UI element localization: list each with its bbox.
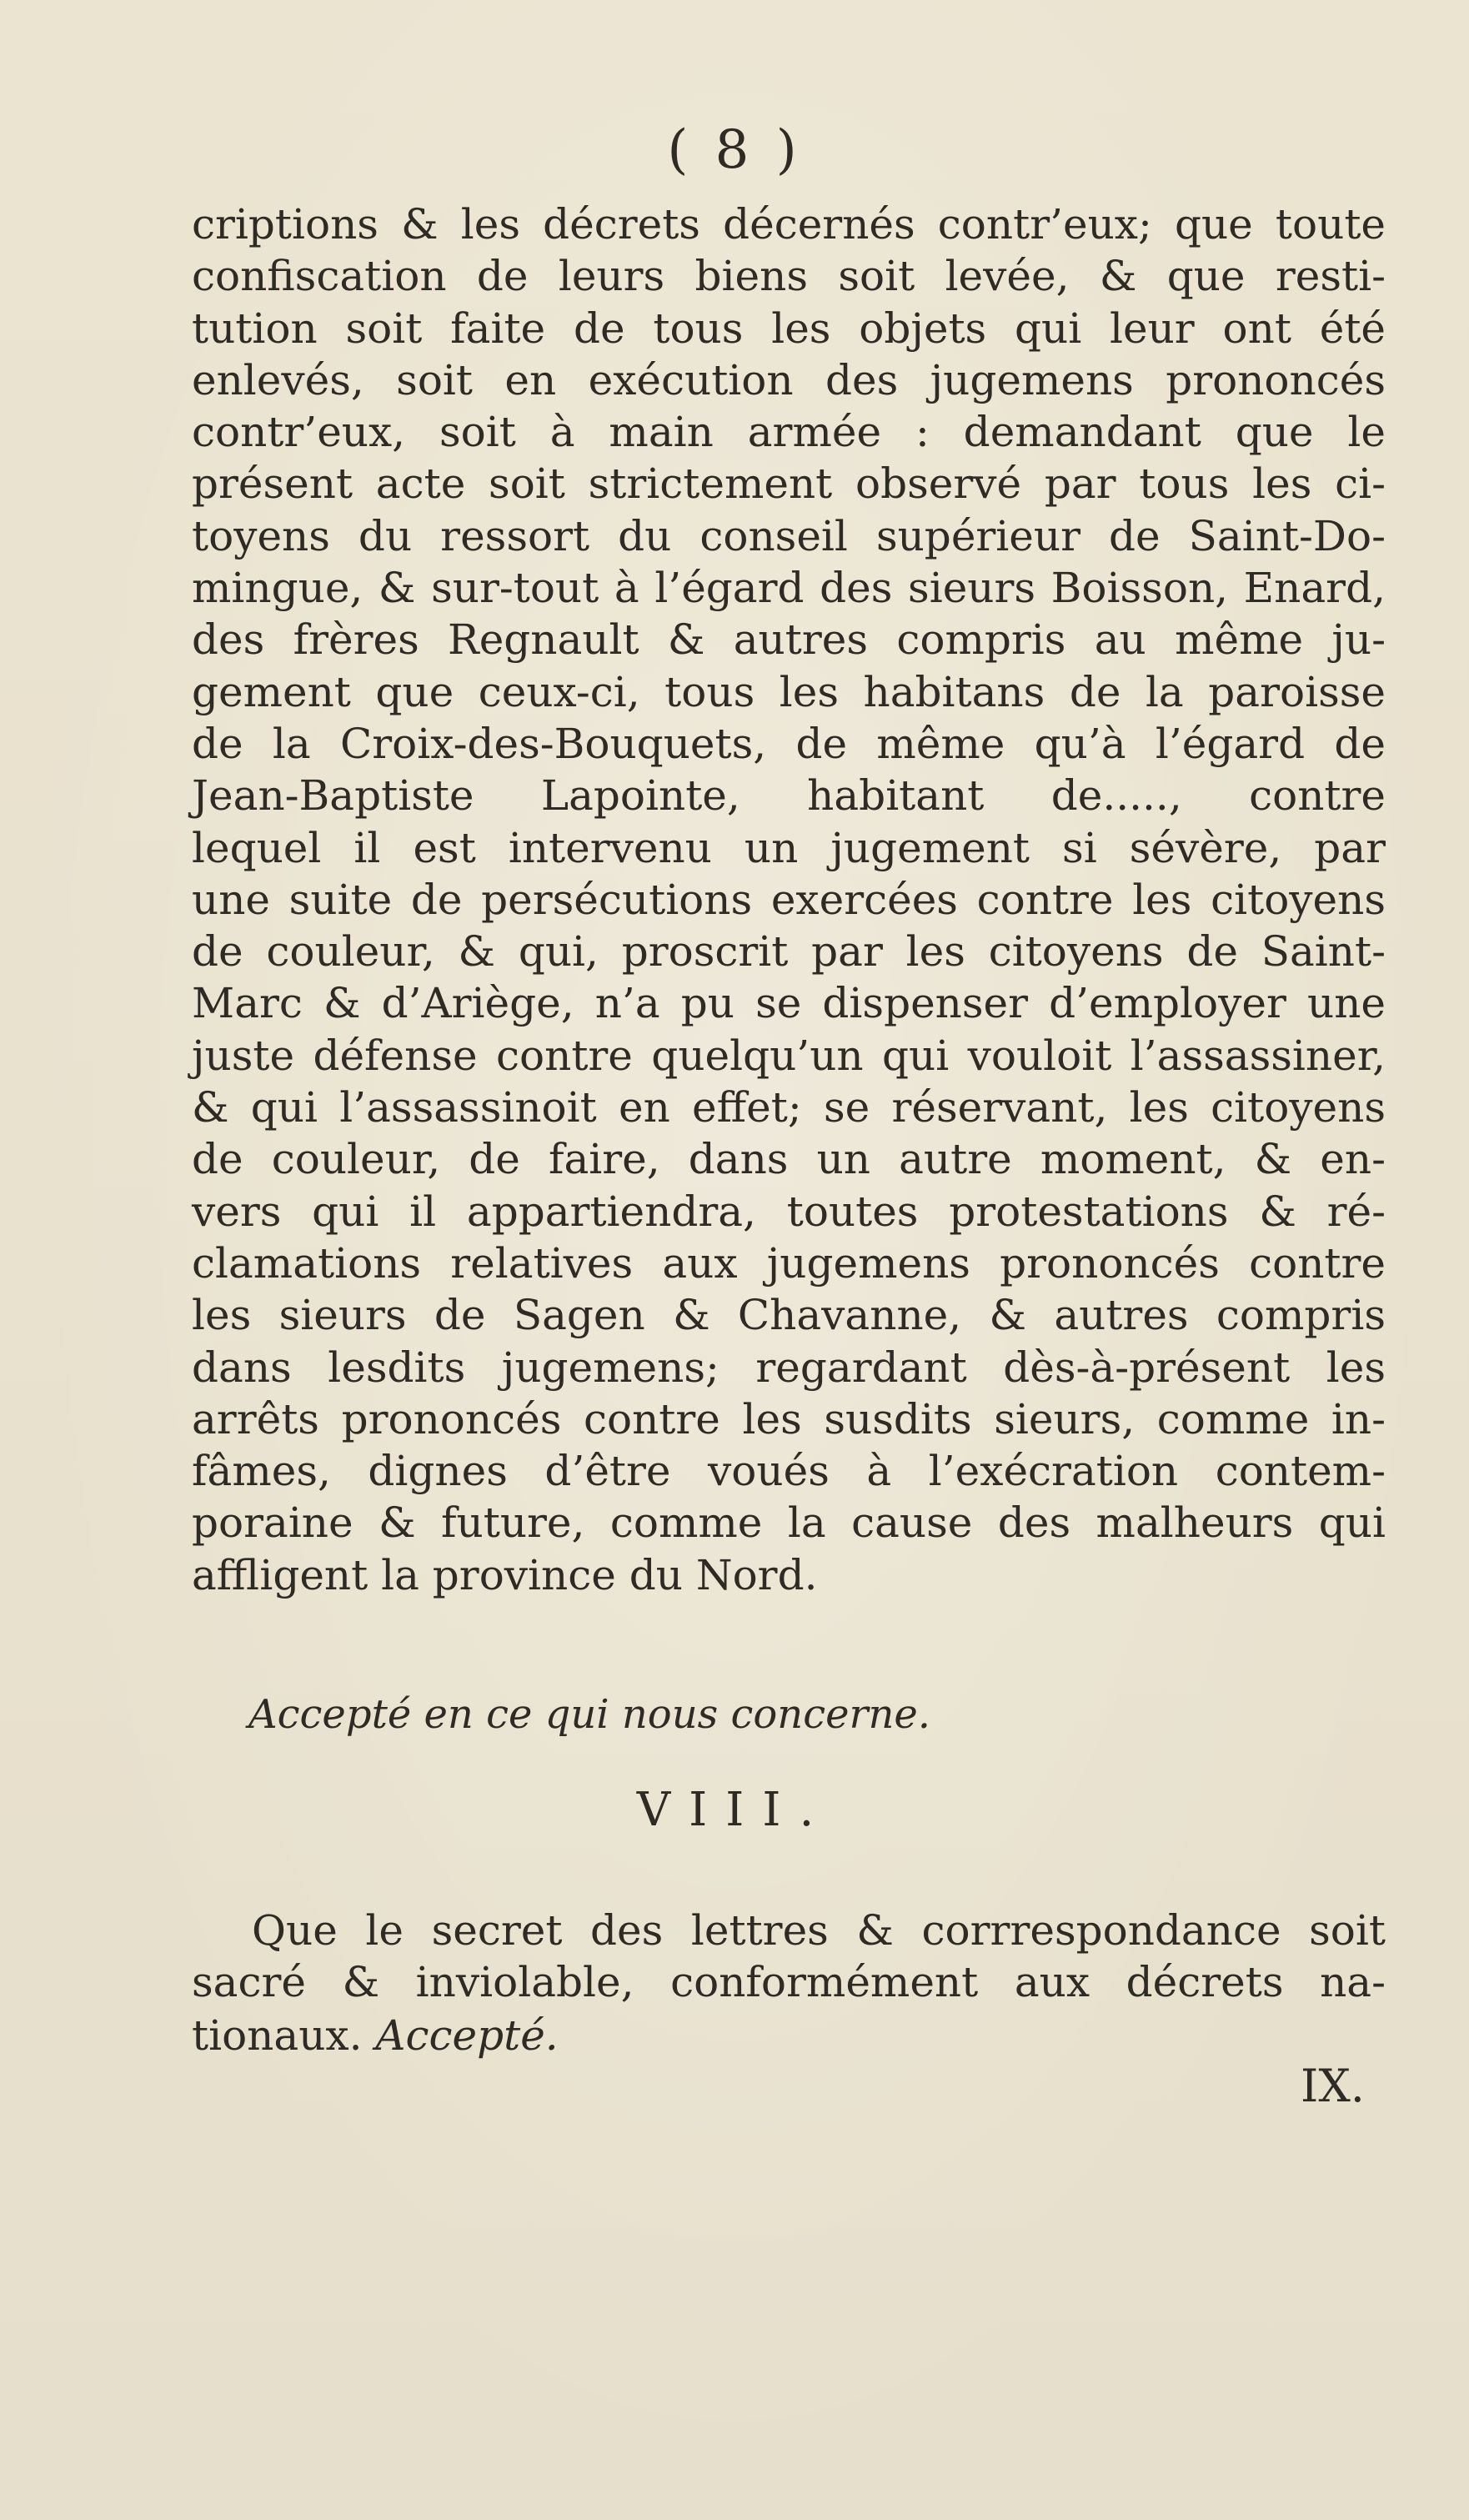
text-line: tionaux. — [192, 2011, 363, 2060]
text-line: présent acte soit strictement observé par tous les ci- — [192, 459, 1386, 509]
text-line: Que le secret des lettres & corrrespondance soit — [252, 1906, 1386, 1955]
text-line: criptions & les décrets décernés contr’eux; que toute — [192, 200, 1386, 248]
text-line: sacré & inviolable, conformément aux décrets na- — [192, 1958, 1386, 2007]
text-line: juste défense contre quelqu’un qui vouloit l’assassiner, — [192, 1031, 1386, 1080]
text-line: & qui l’assassinoit en effet; se réservant, les citoyens — [192, 1083, 1386, 1132]
text-line: Marc & d’Ariège, n’a pu se dispenser d’employer une — [192, 979, 1386, 1028]
text-line: vers qui il appartiendra, toutes protestations & ré- — [192, 1187, 1386, 1236]
text-line: clamations relatives aux jugemens prononcés contre — [192, 1238, 1386, 1288]
text-line: toyens du ressort du conseil supérieur de Saint-Do- — [192, 511, 1386, 560]
text-line: Jean-Baptiste Lapointe, habitant de....., contre — [192, 771, 1386, 821]
text-line: contr’eux, soit à main armée : demandant que le — [192, 408, 1386, 457]
text-line: de couleur, de faire, dans un autre moment, & en- — [192, 1135, 1386, 1184]
text-line: une suite de persécutions exercées contre les citoyens — [192, 875, 1386, 924]
text-line: mingue, & sur-tout à l’égard des sieurs Boisson, Enard, — [192, 564, 1386, 613]
catchword: IX. — [1301, 2060, 1365, 2112]
text-line: arrêts prononcés contre les susdits sieurs, comme in- — [192, 1394, 1386, 1443]
article-viii-text — [192, 1905, 1386, 2009]
text-line: enlevés, soit en exécution des jugemens prononcés — [192, 355, 1386, 404]
acceptance-note: Accepté. — [375, 2011, 559, 2060]
article-heading: VIII. — [636, 1783, 833, 1837]
text-line: lequel il est intervenu un jugement si sévère, par — [192, 823, 1386, 872]
page-number: ( 8 ) — [667, 119, 802, 181]
text-line: gement que ceux-ci, tous les habitans de la paroisse — [192, 667, 1386, 716]
text-line: de couleur, & qui, proscrit par les citoyens de Saint- — [192, 927, 1386, 976]
text-line: de la Croix-des-Bouquets, de même qu’à l’égard de — [192, 719, 1386, 768]
article-viii-final-line — [192, 2011, 559, 2060]
text-line: poraine & future, comme la cause des malheurs qui — [192, 1498, 1386, 1548]
text-line: fâmes, dignes d’être voués à l’exécration contem- — [192, 1447, 1386, 1496]
text-line: affligent la province du Nord. — [192, 1550, 818, 1599]
text-line: tution soit faite de tous les objets qui leur ont été — [192, 304, 1386, 353]
text-line: dans lesdits jugemens; regardant dès-à-présent les — [192, 1343, 1386, 1392]
acceptance-note: Accepté en ce qui nous concerne. — [248, 1691, 931, 1738]
text-line: les sieurs de Sagen & Chavanne, & autres compris — [192, 1291, 1386, 1340]
article-continuation-text — [192, 198, 1386, 1601]
text-line: confiscation de leurs biens soit levée, & que resti- — [192, 252, 1386, 301]
text-line: des frères Regnault & autres compris au même ju- — [192, 615, 1386, 665]
